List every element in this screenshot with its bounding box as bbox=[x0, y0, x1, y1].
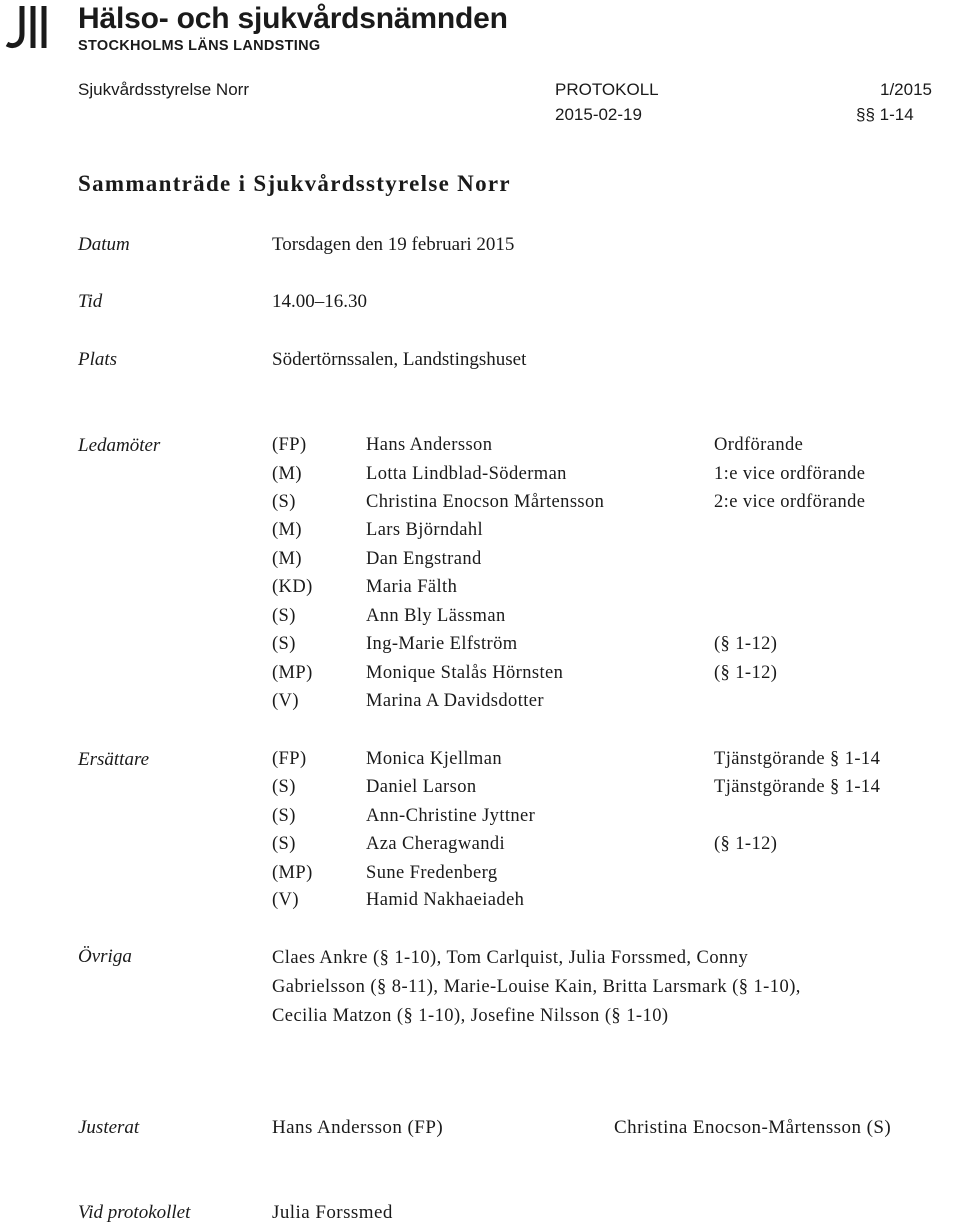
substitute-name: Aza Cheragwandi bbox=[366, 834, 506, 854]
tid-label: Tid bbox=[78, 291, 103, 312]
member-party: (FP) bbox=[272, 435, 307, 455]
member-party: (MP) bbox=[272, 663, 313, 683]
tid-value: 14.00–16.30 bbox=[272, 291, 367, 312]
member-party: (V) bbox=[272, 691, 299, 711]
substitute-role: Tjänstgörande § 1-14 bbox=[714, 749, 881, 769]
member-name: Marina A Davidsdotter bbox=[366, 691, 544, 711]
substitute-name: Daniel Larson bbox=[366, 777, 477, 797]
ersattare-label: Ersättare bbox=[78, 749, 150, 770]
member-party: (S) bbox=[272, 634, 296, 654]
doc-number: 1/2015 bbox=[880, 80, 932, 99]
logo-title: Hälso- och sjukvårdsnämnden bbox=[78, 2, 508, 35]
member-party: (KD) bbox=[272, 577, 313, 597]
member-party: (S) bbox=[272, 492, 296, 512]
org-name: Sjukvårdsstyrelse Norr bbox=[78, 80, 249, 99]
member-name: Ann Bly Lässman bbox=[366, 606, 506, 626]
member-party: (M) bbox=[272, 520, 302, 540]
substitute-party: (FP) bbox=[272, 749, 307, 769]
member-name: Monique Stalås Hörnsten bbox=[366, 663, 564, 683]
landsting-logo-icon bbox=[4, 4, 60, 52]
ovriga-label: Övriga bbox=[78, 946, 132, 967]
member-name: Dan Engstrand bbox=[366, 549, 482, 569]
ovriga-attendees bbox=[272, 944, 952, 1031]
member-role: Ordförande bbox=[714, 435, 804, 455]
doc-paragraphs: §§ 1-14 bbox=[856, 105, 914, 124]
substitute-party: (S) bbox=[272, 806, 296, 826]
substitute-name: Monica Kjellman bbox=[366, 749, 502, 769]
member-role: 2:e vice ordförande bbox=[714, 492, 866, 512]
member-role: (§ 1-12) bbox=[714, 634, 778, 654]
member-party: (S) bbox=[272, 606, 296, 626]
plats-value: Södertörnssalen, Landstingshuset bbox=[272, 349, 527, 370]
substitute-party: (S) bbox=[272, 777, 296, 797]
member-role: 1:e vice ordförande bbox=[714, 464, 866, 484]
member-name: Hans Andersson bbox=[366, 435, 493, 455]
datum-value: Torsdagen den 19 februari 2015 bbox=[272, 234, 515, 255]
substitute-role: (§ 1-12) bbox=[714, 834, 778, 854]
substitute-party: (MP) bbox=[272, 863, 313, 883]
datum-label: Datum bbox=[78, 234, 130, 255]
member-party: (M) bbox=[272, 549, 302, 569]
member-name: Maria Fälth bbox=[366, 577, 458, 597]
doc-date: 2015-02-19 bbox=[555, 105, 642, 124]
vid-protokollet-label: Vid protokollet bbox=[78, 1202, 191, 1223]
page-title: Sammanträde i Sjukvårdsstyrelse Norr bbox=[78, 171, 511, 196]
member-name: Lotta Lindblad-Söderman bbox=[366, 464, 567, 484]
member-role: (§ 1-12) bbox=[714, 663, 778, 683]
ovriga-line: Cecilia Matzon (§ 1-10), Josefine Nilsson (§ 1-10) bbox=[272, 1006, 669, 1026]
justerat-person-2: Christina Enocson-Mårtensson (S) bbox=[614, 1117, 892, 1138]
ledamoter-label: Ledamöter bbox=[78, 435, 161, 456]
member-party: (M) bbox=[272, 464, 302, 484]
plats-label: Plats bbox=[78, 349, 118, 370]
logo-subtitle: STOCKHOLMS LÄNS LANDSTING bbox=[78, 38, 321, 54]
substitute-party: (S) bbox=[272, 834, 296, 854]
substitute-role: Tjänstgörande § 1-14 bbox=[714, 777, 881, 797]
member-name: Ing-Marie Elfström bbox=[366, 634, 518, 654]
justerat-person-1: Hans Andersson (FP) bbox=[272, 1117, 444, 1138]
ovriga-line: Gabrielsson (§ 8-11), Marie-Louise Kain, Britta Larsmark (§ 1-10), bbox=[272, 977, 801, 997]
substitute-name: Sune Fredenberg bbox=[366, 863, 498, 883]
substitute-name: Ann-Christine Jyttner bbox=[366, 806, 536, 826]
ovriga-line: Claes Ankre (§ 1-10), Tom Carlquist, Julia Forssmed, Conny bbox=[272, 948, 749, 968]
substitute-party: (V) bbox=[272, 890, 299, 910]
member-name: Christina Enocson Mårtensson bbox=[366, 492, 605, 512]
substitute-name: Hamid Nakhaeiadeh bbox=[366, 890, 525, 910]
member-name: Lars Björndahl bbox=[366, 520, 484, 540]
justerat-label: Justerat bbox=[78, 1117, 140, 1138]
vid-protokollet-person: Julia Forssmed bbox=[272, 1202, 393, 1223]
doc-type: PROTOKOLL bbox=[555, 80, 659, 99]
